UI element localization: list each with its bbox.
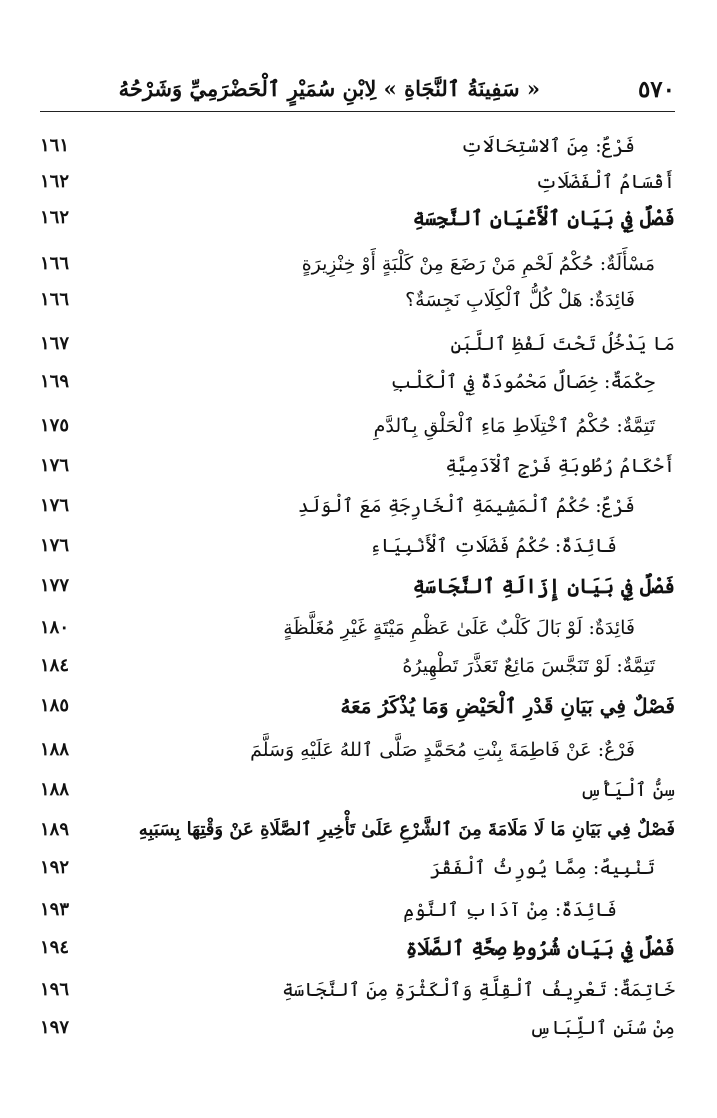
toc-entry-title: حِكْمَةٌ: خِصَالٌ مَحْمُودَةٌ فِي ٱلْكَلْبِ — [390, 371, 655, 393]
toc-entry — [40, 530, 675, 562]
page-number: ٥٧٠ — [637, 76, 675, 103]
toc-page-number: ١٨٨ — [40, 779, 70, 800]
toc-entry-title: مَسْأَلَةٌ: حُكْمُ لَحْمِ مَنْ رَضَعَ مِنْ كَلْبَةٍ أَوْ خِنْزِيرَةٍ — [301, 253, 655, 275]
toc-section-heading — [40, 814, 675, 846]
toc-entry-title: فَائِدَةٌ: لَوْ بَالَ كَلْبٌ عَلَىٰ عَظْمِ مَيْتَةٍ غَيْرِ مُغَلَّظَةٍ — [283, 617, 635, 639]
toc-entry-title: فَصْلٌ فِي بَيَانِ إِزَالَةِ ٱلنَّجَاسَةِ — [412, 574, 675, 598]
toc-entry-title: أَحْكَامُ رُطُوبَةِ فَرْجِ ٱلْآدَمِيَّةِ — [445, 455, 675, 477]
toc-page-number: ١٨٤ — [40, 655, 70, 676]
toc-entry-title: فَرْعٌ: حُكْمُ ٱلْمَشِيمَةِ ٱلْخَارِجَةِ مَعَ ٱلْوَلَدِ — [297, 495, 635, 517]
toc-page-number: ١٦٢ — [40, 207, 70, 228]
running-title: « سَفِينَةُ ٱلنَّجَاةِ » لِابْنِ سُمَيْرٍ ٱلْحَضْرَمِيِّ وَشَرْحُهُ — [118, 76, 540, 101]
toc-entry — [40, 650, 675, 682]
toc-page-number: ١٧٦ — [40, 535, 70, 556]
toc-entry — [40, 612, 675, 644]
toc-entry-title: سِنُّ ٱلْيَأْسِ — [579, 779, 675, 801]
toc-entry-title: فَائِدَةٌ: هَلْ كُلُّ ٱلْكِلَابِ نَجِسَةٌ؟ — [405, 289, 635, 311]
toc-entry-title: تَتِمَّةٌ: حُكْمُ ٱخْتِلَاطِ مَاءِ ٱلْحَلْقِ بِٱلدَّمِ — [373, 415, 655, 437]
toc-entry — [40, 852, 675, 884]
toc-entry-title: أَقْسَامُ ٱلْفَضَلَاتِ — [535, 171, 675, 193]
toc-section-heading — [40, 690, 675, 722]
toc-entry-title: مِنْ سُنَنِ ٱللِّبَاسِ — [529, 1017, 675, 1039]
toc-entry — [40, 328, 675, 360]
toc-section-heading — [40, 202, 675, 234]
toc-entry — [40, 166, 675, 198]
toc-page-number: ١٦٢ — [40, 171, 70, 192]
toc-entry-title: تَتِمَّةٌ: لَوْ تَنَجَّسَ مَائِعٌ تَعَذَّرَ تَطْهِيرُهُ — [402, 655, 655, 677]
toc-entry — [40, 284, 675, 316]
toc-page-number: ١٨٠ — [40, 617, 70, 638]
toc-page-number: ١٩٧ — [40, 1017, 70, 1038]
toc-page-number: ١٦٩ — [40, 371, 70, 392]
toc-entry-title: فَصْلٌ فِي بَيَانِ ٱلْأَعْيَانِ ٱلنَّجِسَةِ — [412, 206, 675, 230]
toc-page-number: ١٩٤ — [40, 937, 70, 958]
toc-page-number: ١٨٩ — [40, 819, 70, 840]
toc-entry-title: فَرْعٌ: مِنَ ٱلاسْتِحَالَاتِ — [460, 135, 635, 157]
toc-entry-title: فَصْلٌ فِي بَيَانِ قَدْرِ ٱلْحَيْضِ وَمَا يُذْكَرُ مَعَهُ — [340, 694, 675, 718]
toc-entry-title: تَنْبِيهٌ: مِمَّا يُورِثُ ٱلْفَقْرَ — [430, 857, 655, 879]
toc-entry-title: خَاتِمَةٌ: تَعْرِيفُ ٱلْقِلَّةِ وَٱلْكَثْرَةِ مِنَ ٱلنَّجَاسَةِ — [282, 979, 675, 1001]
toc-entry — [40, 410, 675, 442]
toc-entry — [40, 490, 675, 522]
toc-entry — [40, 734, 675, 766]
toc-entry-title: فَائِدَةٌ: مِنْ آدَابِ ٱلنَّوْمِ — [403, 899, 617, 921]
toc-page-number: ١٧٦ — [40, 495, 70, 516]
toc-entry — [40, 974, 675, 1006]
toc-page-number: ١٨٨ — [40, 739, 70, 760]
toc-entry-title: فَائِدَةٌ: حُكْمُ فَضَلَاتِ ٱلْأَنْبِيَاءِ — [369, 535, 617, 557]
toc-entry-title: مَا يَدْخُلُ تَحْتَ لَفْظِ ٱللَّبَنِ — [450, 333, 675, 355]
toc-entry — [40, 130, 675, 162]
toc-entry-title: فَرْعٌ: عَنْ فَاطِمَةَ بِنْتِ مُحَمَّدٍ صَلَّى ٱللهُ عَلَيْهِ وَسَلَّمَ — [250, 739, 635, 761]
toc-page-number: ١٧٦ — [40, 455, 70, 476]
toc-entry — [40, 774, 675, 806]
toc-page-number: ١٦٦ — [40, 253, 70, 274]
toc-section-heading — [40, 932, 675, 964]
toc-page-number: ١٦١ — [40, 135, 70, 156]
toc-entry — [40, 450, 675, 482]
toc-page-number: ١٩٦ — [40, 979, 70, 1000]
toc-entry — [40, 1012, 675, 1044]
toc-entry-title: فَصْلٌ فِي بَيَانِ شُرُوطِ صِحَّةِ ٱلصَّلَاةِ — [405, 936, 675, 960]
toc-page-number: ١٩٢ — [40, 857, 70, 878]
toc-entry — [40, 366, 675, 398]
toc-entry-title: فَصْلٌ فِي بَيَانِ مَا لَا مَلَامَةَ مِنَ ٱلشَّرْعِ عَلَىٰ تَأْخِيرِ ٱلصَّلَاةِ عَنْ وَقْتِهَا بِسَبَبِهِ — [138, 819, 675, 840]
toc-page-number: ١٧٧ — [40, 575, 70, 596]
toc-page-number: ١٦٦ — [40, 289, 70, 310]
toc-section-heading — [40, 570, 675, 602]
toc-entry — [40, 894, 675, 926]
toc-page-number: ١٦٧ — [40, 333, 70, 354]
toc-page-number: ١٧٥ — [40, 415, 70, 436]
toc-page-number: ١٩٣ — [40, 899, 70, 920]
toc-page-number: ١٨٥ — [40, 695, 70, 716]
toc-entry — [40, 248, 675, 280]
